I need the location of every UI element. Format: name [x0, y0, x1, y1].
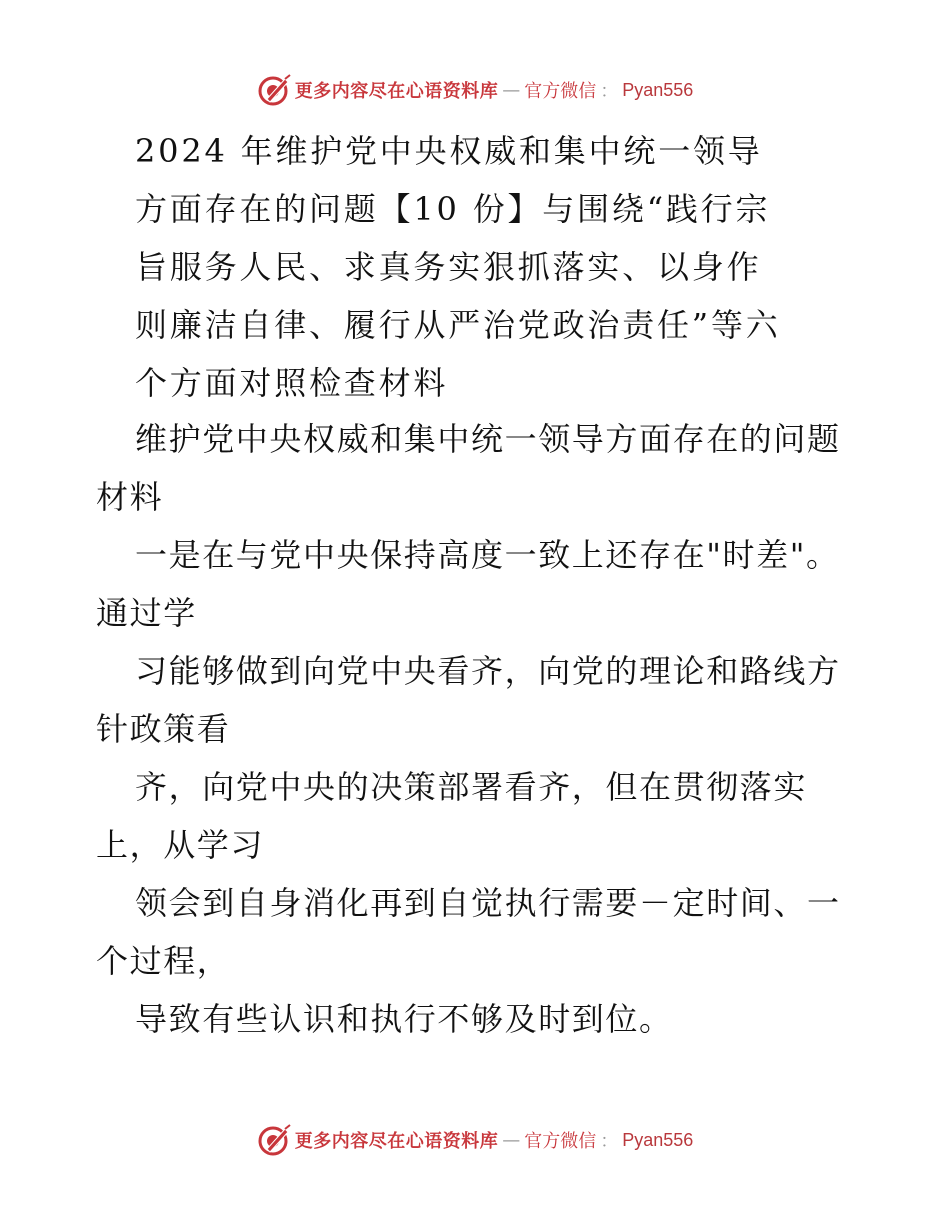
banner-dash: —	[502, 1129, 521, 1151]
title-line: 则廉洁自律、履行从严治党政治责任”等六	[135, 306, 781, 344]
banner-site-text: 更多内容尽在心语资料库	[294, 1131, 499, 1152]
body-line: 上，从学习	[96, 826, 265, 864]
banner-dash: —	[502, 79, 521, 101]
body-line: 领会到自身消化再到自觉执行需要－定时间、一	[135, 884, 841, 922]
banner-wechat-label: 官方微信	[524, 81, 597, 102]
banner-site-text: 更多内容尽在心语资料库	[294, 81, 499, 102]
document-body	[0, 410, 950, 1048]
section-heading: 维护党中央权威和集中统一领导方面存在的问题	[135, 420, 841, 458]
body-line: 个过程，	[96, 942, 231, 980]
body-line: 齐，向党中央的决策部署看齐，但在贯彻落实	[135, 768, 808, 806]
banner-wechat-id: Pyan556	[622, 1129, 694, 1150]
banner-wechat-id: Pyan556	[622, 79, 694, 100]
footer-banner	[0, 1120, 950, 1160]
body-line: 材料	[96, 478, 164, 516]
title-line: 2024 年维护党中央权威和集中统一领导	[135, 132, 763, 170]
title-line: 方面存在的问题【10 份】与围绕“践行宗	[135, 190, 771, 228]
title-line: 旨服务人民、求真务实狠抓落实、以身作	[135, 248, 762, 286]
banner-colon: ：	[600, 81, 619, 102]
body-line: 一是在与党中央保持高度一致上还存在"时差"。	[135, 536, 840, 574]
body-line: 通过学	[96, 594, 197, 632]
body-line: 针政策看	[96, 710, 231, 748]
banner-wechat-label: 官方微信	[524, 1131, 597, 1152]
title-line: 个方面对照检查材料	[135, 364, 449, 402]
pen-logo-icon	[257, 73, 291, 107]
header-banner	[0, 70, 950, 110]
body-line: 导致有些认识和执行不够及时到位。	[135, 1000, 673, 1038]
body-line: 习能够做到向党中央看齐，向党的理论和路线方	[135, 652, 841, 690]
document-title	[135, 122, 835, 412]
pen-logo-icon	[257, 1123, 291, 1157]
banner-colon: ：	[600, 1131, 619, 1152]
